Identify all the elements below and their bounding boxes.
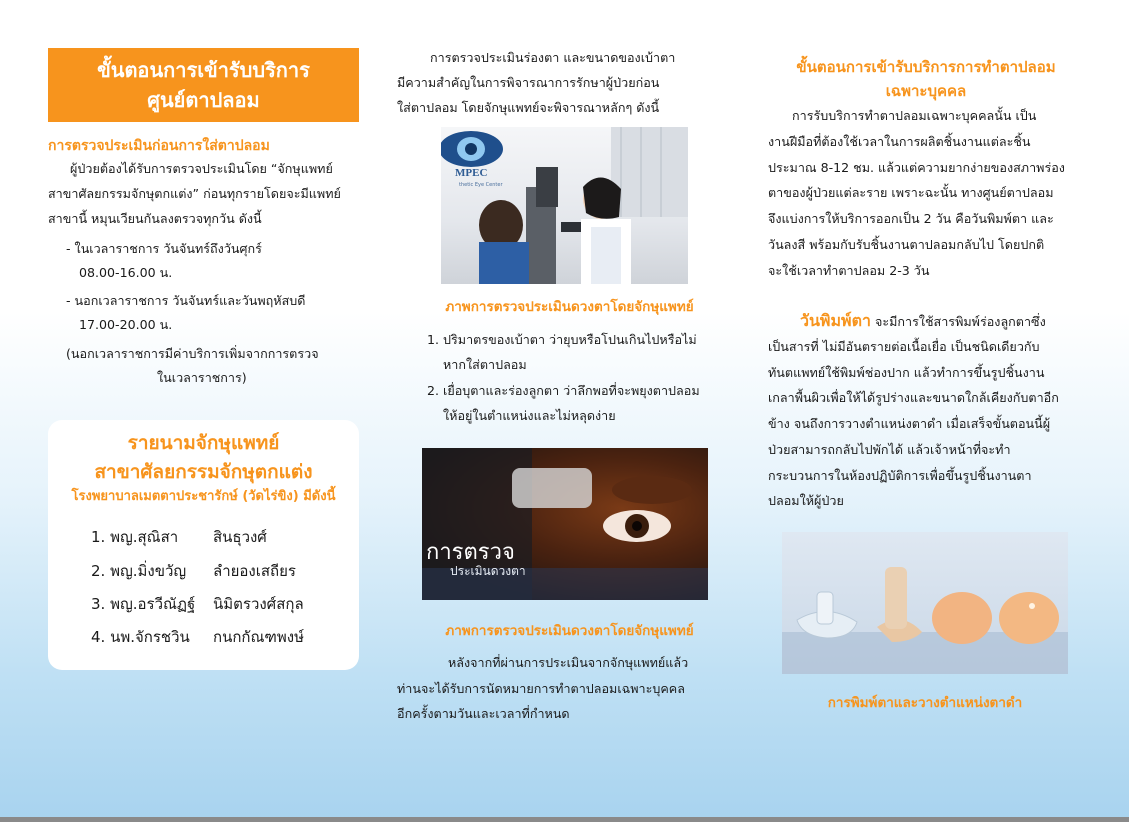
col2-intro-line-3: ใส่ตาปลอม โดยจักษุแพทย์จะพิจารณาหลักๆ ดังนี้ [397, 100, 660, 115]
col3-p1-line: การรับบริการทำตาปลอมเฉพาะบุคคลนั้น เป็น [792, 108, 1037, 123]
eye-exam-photo-1 [441, 127, 688, 284]
photo1-sign-sub: thetic Eye Center [459, 182, 503, 188]
doctor-row [91, 625, 304, 649]
col2-item1-line2: หากใส่ตาปลอม [443, 357, 527, 372]
col3-title-line1: ขั้นตอนการเข้ารับบริการการทำตาปลอม [796, 58, 1056, 76]
col3-p1-line: จะใช้เวลาทำตาปลอม 2-3 วัน [768, 263, 930, 278]
eye-exam-photo-2 [422, 448, 708, 600]
doctor-last-name: นิมิตรวงศ์สกุล [213, 595, 304, 613]
doctor-last-name: สินธุวงศ์ [213, 528, 267, 546]
col2-after-line3: อีกครั้งตามวันและเวลาที่กำหนด [397, 706, 570, 721]
col2-intro-line-1: การตรวจประเมินร่องตา และขนาดของเบ้าตา [430, 50, 676, 65]
col3-p2-first-line [800, 308, 1046, 334]
eye-mold-photo [782, 532, 1068, 674]
col1-intro-line-3: สาขานี้ หมุนเวียนกันลงตรวจทุกวัน ดังนี้ [48, 211, 262, 226]
doctor-first-name: 4. นพ.จักรชวิน [91, 628, 190, 646]
eye-mold-scene [782, 532, 1068, 674]
col2-after-line1: หลังจากที่ผ่านการประเมินจากจักษุแพทย์แล้ว [448, 655, 689, 670]
prosthetic-shell-2 [999, 592, 1059, 644]
col2-item2-line1: 2. เยื่อบุตาและร่องลูกตา ว่าลึกพอที่จะพยุงตาปลอม [427, 383, 700, 398]
col3-p2-line: ข้าง จนถึงการวางตำแหน่งตาดำ เมื่อเสร็จขั้นตอนนี้ผู้ [768, 416, 1051, 431]
col3-p1-line: วันลงสี พร้อมกับรับชิ้นงานตาปลอมกลับไป โดยปกติ [768, 237, 1045, 252]
doctor-first-name: 2. พญ.มิ่งขวัญ [91, 562, 187, 580]
caption-2: ภาพการตรวจประเมินดวงตาโดยจักษุแพทย์ [445, 623, 694, 639]
photo1-sign: MPEC [455, 167, 488, 179]
col3-p2-line: กระบวนการในห้องปฏิบัติการเพื่อขึ้นรูปชิ้นงานตา [768, 468, 1032, 483]
col1-bullet2-line1: - นอกเวลาราชการ วันจันทร์และวันพฤหัสบดี [66, 293, 306, 308]
col3-p1-line: ประมาณ 8-12 ชม. แล้วแต่ความยากง่ายของสภาพร่อง [768, 160, 1065, 175]
doctors-title-1: รายนามจักษุแพทย์ [127, 432, 280, 454]
doctor-first-name: 3. พญ.อรวีณัฏฐ์ [91, 595, 196, 613]
col1-banner [48, 48, 359, 122]
col3-p2-line: ทันตแพทย์ใช้พิมพ์ช่องปาก แล้วทำการขึ้นรูปชิ้นงาน [768, 365, 1045, 380]
caption-1: ภาพการตรวจประเมินดวงตาโดยจักษุแพทย์ [445, 299, 694, 315]
col2-item2-line2: ให้อยู่ในตำแหน่งและไม่หลุดง่าย [443, 408, 616, 423]
banner-line-1: ขั้นตอนการเข้ารับบริการ [97, 58, 310, 82]
col3-p1-line: งานฝีมือที่ต้องใช้เวลาในการผลิตชิ้นงานแต่ละชิ้น [768, 134, 1031, 149]
wax-mold-stem [885, 567, 907, 629]
col1-bullet1-line2: 08.00-16.00 น. [79, 265, 173, 280]
col1-note-line1: (นอกเวลาราชการมีค่าบริการเพิ่มจากการตรวจ [66, 346, 319, 361]
col1-note-line2: ในเวลาราชการ) [157, 370, 247, 385]
eye-exam-scene [441, 127, 688, 284]
col3-p2-line: ป่วยสามารถกลับไปพักได้ แล้วเจ้าหน้าที่จะทำ [768, 442, 1011, 457]
col3-p2-line: ปลอมให้ผู้ป่วย [768, 493, 844, 508]
doctor-last-name: ลำยองเสถียร [213, 562, 296, 580]
col3-p2-line: เป็นสารที่ ไม่มีอันตรายต่อเนื้อเยื่อ เป็นชนิดเดียวกับ [768, 339, 1040, 354]
col1-intro-line-1: ผู้ป่วยต้องได้รับการตรวจประเมินโดย “จักษุแพทย์ [70, 161, 333, 176]
doctors-title-2: สาขาศัลยกรรมจักษุตกแต่ง [94, 461, 313, 483]
impression-day-highlight: วันพิมพ์ตา [800, 311, 871, 330]
col3-p1-line: ตาของผู้ป่วยแต่ละราย เพราะฉะนั้น ทางศูนย์ตาปลอม [768, 185, 1054, 200]
doctor-last-name: กนกกัณฑพงษ์ [213, 628, 304, 646]
doctor-first-name: 1. พญ.สุณิสา [91, 528, 179, 546]
col1-bullet1-line1: - ในเวลาราชการ วันจันทร์ถึงวันศุกร์ [66, 241, 262, 256]
col1-bullet2-line2: 17.00-20.00 น. [79, 317, 173, 332]
col1-section-title: การตรวจประเมินก่อนการใส่ตาปลอม [48, 138, 270, 154]
photo2-overlay-title: การตรวจ [426, 540, 515, 565]
prosthetic-shell-1 [932, 592, 992, 644]
banner-line-2: ศูนย์ตาปลอม [147, 88, 260, 112]
photo2-overlay-sub: ประเมินดวงตา [450, 564, 526, 578]
col3-p1-line: จึงแบ่งการให้บริการออกเป็น 2 วัน คือวันพิมพ์ตา และ [768, 211, 1054, 226]
bottom-edge [0, 817, 1129, 822]
col2-intro-line-2: มีความสำคัญในการพิจารณาการรักษาผู้ป่วยก่อน [397, 75, 660, 90]
caption-3: การพิมพ์ตาและวางตำแหน่งตาดำ [827, 695, 1023, 711]
doctor-row [91, 559, 296, 583]
col1-intro-line-2: สาขาศัลยกรรมจักษุตกแต่ง” ก่อนทุกรายโดยจะมีแพทย์ [48, 186, 341, 201]
doctor-row [91, 592, 304, 616]
col2-item1-line1: 1. ปริมาตรของเบ้าตา ว่ายุบหรือโปนเกินไปหรือไม่ [427, 332, 697, 347]
col3-title-line2: เฉพาะบุคคล [885, 82, 967, 100]
col2-after-line2: ท่านจะได้รับการนัดหมายการทำตาปลอมเฉพาะบุคคล [397, 681, 685, 696]
doctors-subtitle: โรงพยาบาลเมตตาประชารักษ์ (วัดไร่ขิง) มีดังนี้ [71, 489, 336, 504]
doctors-card [48, 420, 359, 670]
col3-p2-line: เกลาพื้นผิวเพื่อให้ได้รูปร่างและขนาดใกล้เคียงกับตาอีก [768, 390, 1059, 405]
col3-p2-first-rest: จะมีการใช้สารพิมพ์ร่องลูกตาซึ่ง [870, 314, 1046, 329]
doctor-row [91, 525, 267, 549]
